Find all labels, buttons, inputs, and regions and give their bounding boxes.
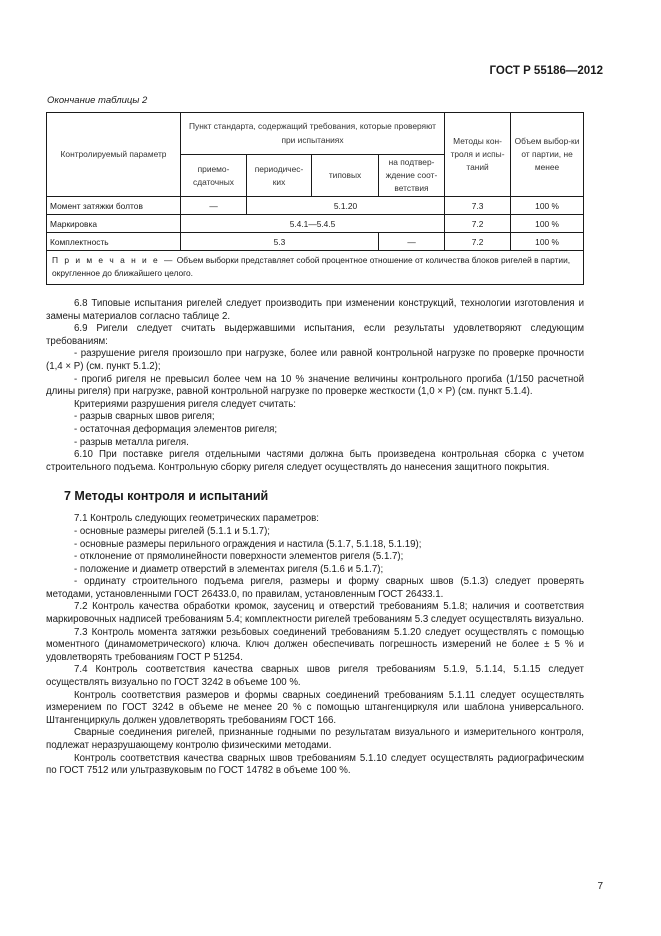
paragraph-7-4-b: Контроль соответствия размеров и формы сварных соединений требованиям 5.1.11 следует осуществлять измерением по ГОСТ 3242 в объеме не менее 20 % с помощью штангенциркуля или шаблона универсального. Штангенциркуль должен удовлетворять требованиям ГОСТ 166. bbox=[46, 689, 584, 726]
row-volume: 100 % bbox=[511, 215, 584, 233]
note-label: П р и м е ч а н и е — bbox=[52, 255, 175, 266]
paragraph-7-4: 7.4 Контроль соответствия качества сварных швов ригеля требованиям 5.1.9, 5.1.14, 5.1.15 следует осуществлять визуально по ГОСТ 3242 в объеме 100 %. bbox=[46, 664, 584, 689]
row-param: Момент затяжки болтов bbox=[47, 197, 181, 215]
requirements-table bbox=[46, 112, 584, 285]
row-param: Комплектность bbox=[47, 233, 181, 251]
list-item: - прогиб ригеля не превысил более чем на 10 % значение величины контрольного прогиба (1/150 расчетной длины ригеля) при нагрузке, равной контрольной нагрузке по проверке жесткости (1,0 × P) (см. пункт 5.1.4). bbox=[46, 373, 584, 398]
header-sample-volume: Объем выбор-ки от партии, не менее bbox=[511, 113, 584, 197]
row-volume: 100 % bbox=[511, 233, 584, 251]
paragraph-7-2: 7.2 Контроль качества обработки кромок, заусениц и отверстий требованиям 5.1.8; наличия и соответствия маркировочных надписей требованиям 5.4; комплектности ригелей требованиям 5.3 следует осуществлять визуально. bbox=[46, 601, 584, 626]
header-standard-clause: Пункт стандарта, содержащий требования, которые проверяют при испытаниях bbox=[181, 113, 445, 155]
row-confirm: — bbox=[379, 233, 445, 251]
table-row bbox=[47, 233, 584, 251]
header-methods: Методы кон-троля и испы-таний bbox=[445, 113, 511, 197]
note-text: Объем выборки представляет собой процентное отношение от количества блоков ригелей в партии, округленное до ближайшего целого. bbox=[52, 255, 571, 279]
paragraph-7-4-c: Сварные соединения ригелей, признанные годными по результатам визуального и измерительного контроля, подлежат неразрушающему контролю физическими методами. bbox=[46, 727, 584, 751]
row-methods: 7.3 bbox=[445, 197, 511, 215]
row-clause: 5.4.1—5.4.5 bbox=[181, 215, 445, 233]
header-periodic-tests: периодичес-ких bbox=[247, 155, 312, 197]
row-param: Маркировка bbox=[47, 215, 181, 233]
page-number: 7 bbox=[597, 881, 603, 892]
header-conformity-tests: на подтвер-ждение соот-ветствия bbox=[379, 155, 445, 197]
row-methods: 7.2 bbox=[445, 233, 511, 251]
row-clause: 5.1.20 bbox=[247, 197, 445, 215]
list-item: - остаточная деформация элементов ригеля; bbox=[74, 423, 278, 435]
paragraph-6-10: 6.10 При поставке ригеля отдельными частями должна быть произведена контрольная сборка с учетом строительного подъема. Контрольную сборку ригеля следует осуществлять до нанесения защитного покрытия. bbox=[46, 449, 584, 473]
table-caption: Окончание таблицы 2 bbox=[47, 95, 148, 106]
header-acceptance-tests: приемо-сдаточных bbox=[181, 155, 247, 197]
table-row bbox=[47, 215, 584, 233]
row-volume: 100 % bbox=[511, 197, 584, 215]
paragraph-7-1: 7.1 Контроль следующих геометрических параметров: bbox=[74, 513, 319, 525]
table-note bbox=[47, 251, 584, 285]
list-item: - разрыв металла ригеля. bbox=[74, 436, 189, 448]
document-code: ГОСТ Р 55186—2012 bbox=[489, 65, 603, 77]
paragraph-criteria: Критериями разрушения ригеля следует считать: bbox=[74, 398, 296, 410]
list-item: - основные размеры ригелей (5.1.1 и 5.1.7); bbox=[74, 525, 270, 537]
paragraph-7-4-d: Контроль соответствия качества сварных швов требованиям 5.1.10 следует осуществлять радиографическим по ГОСТ 7512 или ультразвуковым по ГОСТ 14782 в объеме 100 %. bbox=[46, 752, 584, 777]
row-methods: 7.2 bbox=[445, 215, 511, 233]
header-type-tests: типовых bbox=[312, 155, 379, 197]
body-text bbox=[46, 298, 584, 778]
header-controlled-parameter: Контролируемый параметр bbox=[47, 113, 181, 197]
list-item: - разрушение ригеля произошло при нагрузке, более или равной контрольной нагрузке по проверке прочности (1,4 × P) (см. пункт 5.1.2); bbox=[46, 348, 584, 372]
table-row bbox=[47, 197, 584, 215]
list-item: - основные размеры перильного ограждения и настила (5.1.7, 5.1.18, 5.1.19); bbox=[74, 538, 422, 550]
list-item: - разрыв сварных швов ригеля; bbox=[74, 411, 215, 423]
section-heading: 7 Методы контроля и испытаний bbox=[64, 489, 269, 504]
row-clause: 5.3 bbox=[181, 233, 379, 251]
list-item: - отклонение от прямолинейности поверхности элементов ригеля (5.1.7); bbox=[74, 551, 404, 563]
row-acceptance: — bbox=[181, 197, 247, 215]
paragraph-6-8: 6.8 Типовые испытания ригелей следует производить при изменении конструкций, технологии изготовления и замены материалов согласно таблице 2. bbox=[46, 298, 584, 322]
table-note-row bbox=[47, 251, 584, 285]
paragraph-6-9: 6.9 Ригели следует считать выдержавшими испытания, если результаты удовлетворяют следующим требованиям: bbox=[46, 323, 584, 347]
list-item: - положение и диаметр отверстий в элементах ригеля (5.1.6 и 5.1.7); bbox=[74, 563, 384, 575]
paragraph-7-3: 7.3 Контроль момента затяжки резьбовых соединений требованиям 5.1.20 следует осуществлять с помощью моментного (динамометрического) ключа. Ключ должен обеспечивать погрешность измерений не более ± 5 % и удовлетворять требованиям ГОСТ Р 51254. bbox=[46, 626, 584, 663]
list-item: - ординату строительного подъема ригеля, размеры и форму сварных швов (5.1.3) следует проверять методами, установленными ГОСТ 26433.0, по правилам, установленным ГОСТ 26433.1. bbox=[46, 576, 584, 600]
